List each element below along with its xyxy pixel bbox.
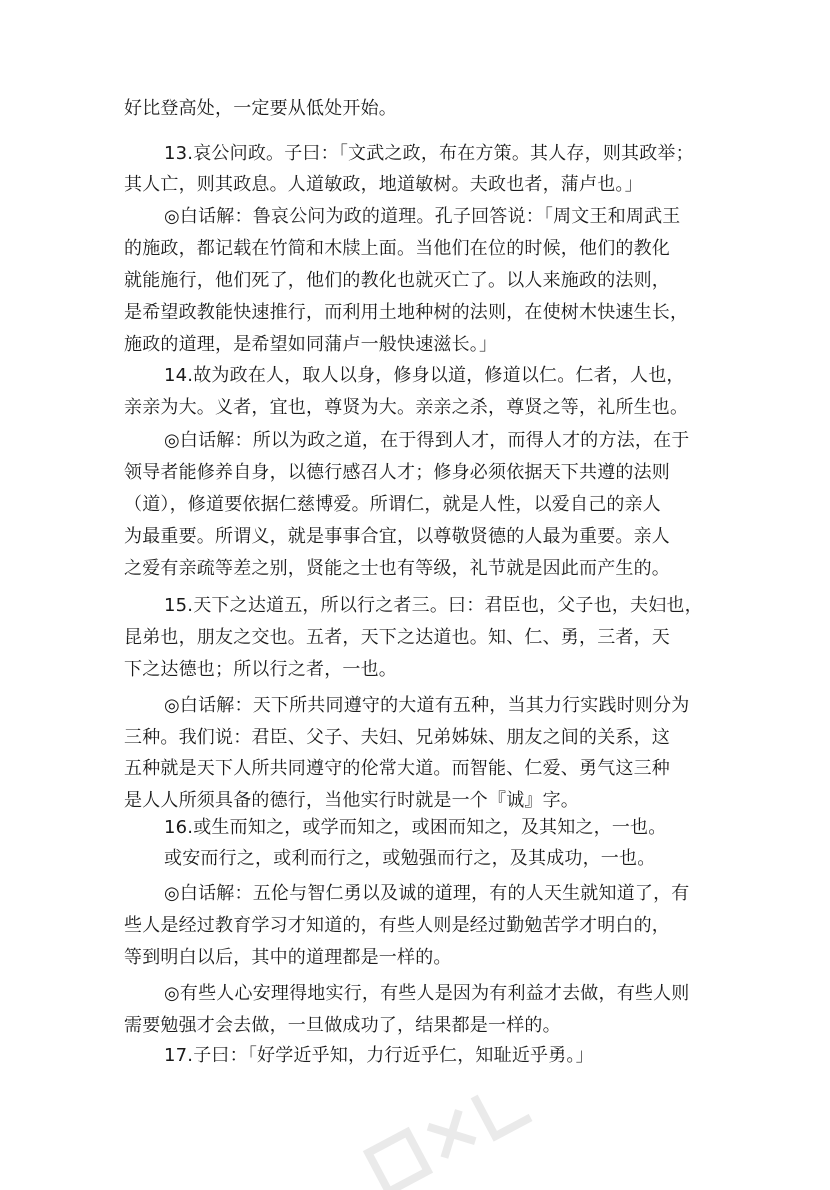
text-line: 亲亲为大。义者，宜也，尊贤为大。亲亲之杀，尊贤之等，礼所生也。 [124,397,689,418]
text-line: 之爱有亲疏等差之别，贤能之士也有等级，礼节就是因此而产生的。 [124,558,670,579]
text-line: 等到明白以后，其中的道理都是一样的。 [124,947,452,968]
text-line: 15.天下之达道五，所以行之者三。曰：君臣也，父子也，夫妇也， [164,595,703,616]
text-line: 昆弟也，朋友之交也。五者，天下之达道也。知、仁、勇，三者，天 [124,627,670,648]
text-line: 是希望政教能快速推行，而利用土地种树的法则，在使树木快速生长， [124,302,689,323]
text-line: 或安而行之，或利而行之，或勉强而行之，及其成功，一也。 [164,848,656,869]
text-line: ◎白话解：五伦与智仁勇以及诚的道理，有的人天生就知道了，有 [164,883,690,904]
text-line: 下之达德也；所以行之者，一也。 [124,659,397,680]
text-line: 是人人所须具备的德行，当他实行时就是一个『诚』字。 [124,790,579,811]
text-line: 其人亡，则其政息。人道敏政，地道敏树。夫政也者，蒲卢也。」 [124,174,643,195]
text-line: ◎白话解：鲁哀公问为政的道理。孔子回答说：「周文王和周武王 [164,206,681,227]
text-line: ◎有些人心安理得地实行，有些人是因为有利益才去做，有些人则 [164,983,690,1004]
text-line: 领导者能修养自身，以德行感召人才；修身必须依据天下共遵的法则 [124,462,670,483]
text-line: 三种。我们说：君臣、父子、夫妇、兄弟姊妹、朋友之间的关系，这 [124,727,670,748]
text-line: 需要勉强才会去做，一旦做成功了，结果都是一样的。 [124,1015,561,1036]
text-line: 五种就是天下人所共同遵守的伦常大道。而智能、仁爱、勇气这三种 [124,758,670,779]
text-line: 好比登高处，一定要从低处开始。 [124,98,397,119]
text-line: 就能施行，他们死了，他们的教化也就灭亡了。以人来施政的法则， [124,270,670,291]
text-line: 16.或生而知之，或学而知之，或困而知之，及其知之，一也。 [164,817,667,838]
text-line: 17.子曰：「好学近乎知，力行近乎仁，知耻近乎勇。」 [164,1045,594,1066]
text-line: 些人是经过教育学习才知道的，有些人则是经过勤勉苦学才明白的， [124,915,670,936]
text-line: 施政的道理，是希望如同蒲卢一般快速滋长。」 [124,334,498,355]
text-line: （道），修道要依据仁慈博爱。所谓仁，就是人性，以爱自己的亲人 [124,494,661,515]
text-line: ◎白话解：天下所共同遵守的大道有五种，当其力行实践时则分为 [164,695,690,716]
text-line: 的施政，都记载在竹简和木牍上面。当他们在位的时候，他们的教化 [124,238,670,259]
text-line: 14.故为政在人，取人以身，修身以道，修道以仁。仁者，人也， [164,365,685,386]
text-line: 13.哀公问政。子曰：「文武之政，布在方策。其人存，则其政举； [164,143,694,164]
text-line: ◎白话解：所以为政之道，在于得到人才，而得人才的方法，在于 [164,430,690,451]
text-line: 为最重要。所谓义，就是事事合宜，以尊敬贤德的人最为重要。亲人 [124,526,670,547]
